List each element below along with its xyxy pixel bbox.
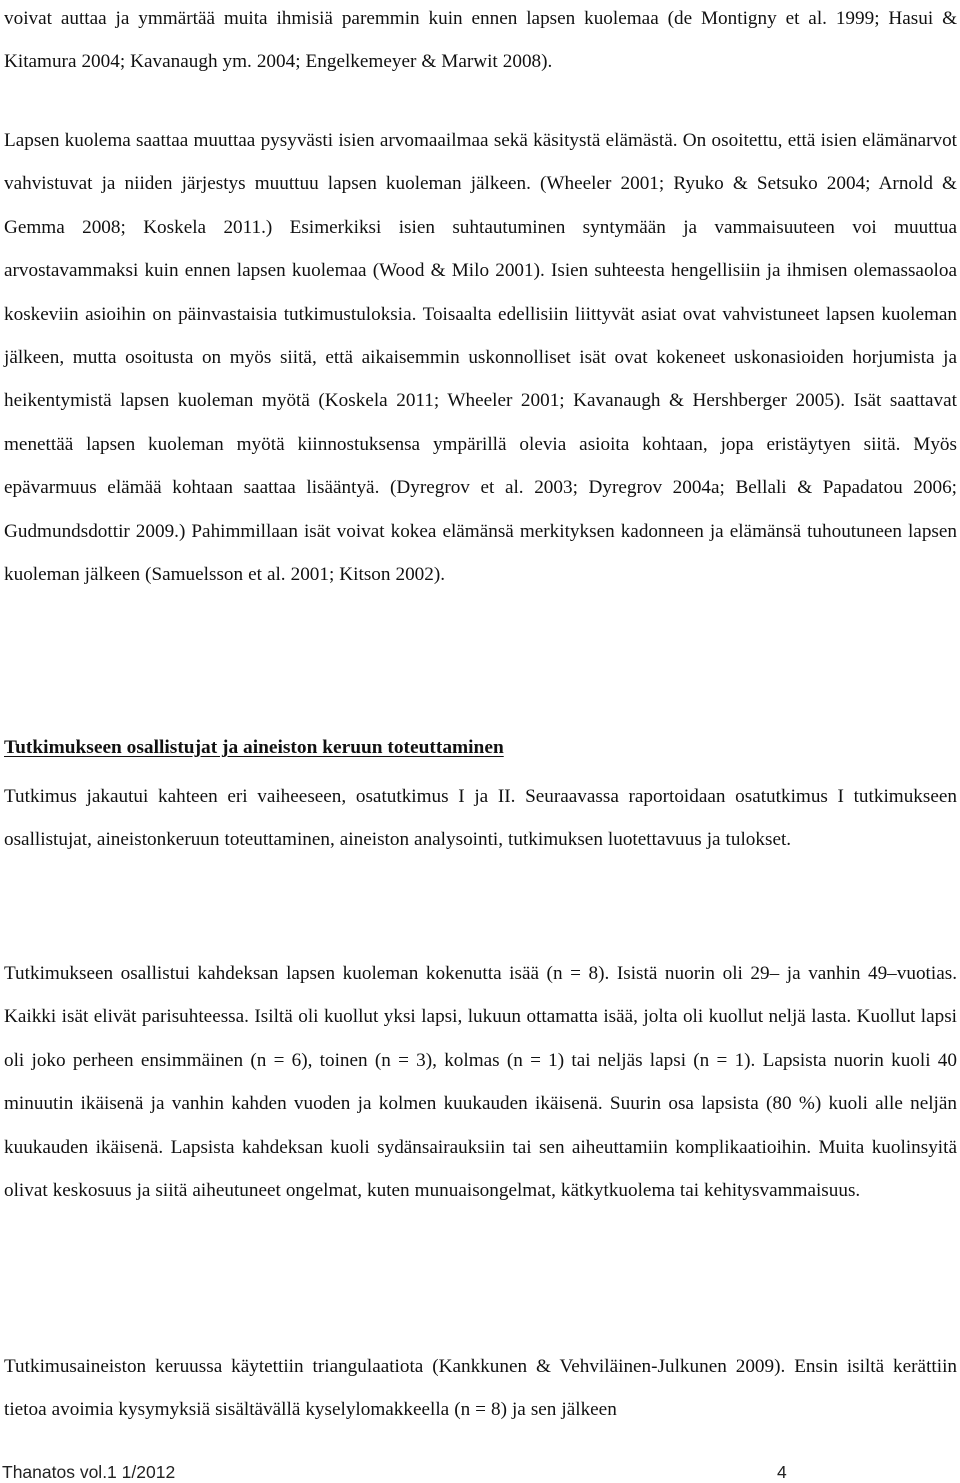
footer-journal-title: Thanatos vol.1 1/2012: [2, 1462, 176, 1482]
paragraph-study-phases: Tutkimus jakautui kahteen eri vaiheeseen, osatutkimus I ja II. Seuraavassa raportoidaan osatutkimus I tutkimukseen osallistujat, aineistonkeruun toteuttaminen, aineiston analysointi, tutkimuksen luotettavuus ja tulokset.: [4, 786, 957, 851]
section-heading: Tutkimukseen osallistujat ja aineiston keruun toteuttaminen: [4, 737, 504, 758]
paragraph-data-collection: Tutkimusaineiston keruussa käytettiin triangulaatiota (Kankkunen & Vehviläinen-Julkunen 2009). Ensin isiltä kerättiin tietoa avoimia kysymyksiä sisältävällä kyselylomakkeella (n = 8) ja sen jälkeen: [4, 1356, 957, 1421]
paragraph-participants: Tutkimukseen osallistui kahdeksan lapsen kuoleman kokenutta isää (n = 8). Isistä nuorin oli 29– ja vanhin 49–vuotias. Kaikki isät elivät parisuhteessa. Isiltä oli kuollut yksi lapsi, lukuun ottamatta isää, jolta oli kuollut neljä lasta. Kuollut lapsi oli joko perheen ensimmäinen (n = 6), toinen (n = 3), kolmas (n = 1) tai neljäs lapsi (n = 1). Lapsista nuorin kuoli 40 minuutin ikäisenä ja vanhin kahden vuoden ja kolmen kuukauden ikäisenä. Suurin osa lapsista (80 %) kuoli alle neljän kuukauden ikäisenä. Lapsista kahdeksan kuoli sydänsairauksiin tai sen aiheuttamiin komplikaatioihin. Muita kuolinsyitä olivat keskosuus ja siitä aiheutuneet ongelmat, kuten munuaisongelmat, kätkytkuolema tai kehitysvammaisuus.: [4, 963, 957, 1202]
paragraph-fathers-values: Lapsen kuolema saattaa muuttaa pysyvästi isien arvomaailmaa sekä käsitystä elämästä. On osoitettu, että isien elämänarvot vahvistuvat ja niiden järjestys muuttuu lapsen kuoleman jälkeen. (Wheeler 2001; Ryuko & Setsuko 2004; Arnold & Gemma 2008; Koskela 2011.) Esimerkiksi isien suhtautuminen syntymään ja vammaisuuteen voi muuttua arvostavammaksi kuin ennen lapsen kuolemaa (Wood & Milo 2001). Isien suhteesta hengellisiin ja ihmisen olemassaoloa koskeviin asioihin on päinvastaisia tutkimustuloksia. Toisaalta edellisiin liittyvät asiat ovat vahvistuneet lapsen kuoleman jälkeen, mutta osoitusta on myös siitä, että aikaisemmin uskonnolliset isät ovat kokeneet uskonasioiden horjumista ja heikentymistä lapsen kuoleman myötä (Koskela 2011; Wheeler 2001; Kavanaugh & Hershberger 2005). Isät saattavat menettää lapsen kuoleman myötä kiinnostuksensa ympärillä olevia asioita kohtaan, jopa eristäytyen siitä. Myös epävarmuus elämää kohtaan saattaa lisääntyä. (Dyregrov et al. 2003; Dyregrov 2004a; Bellali & Papadatou 2006; Gudmundsdottir 2009.) Pahimmillaan isät voivat kokea elämänsä merkityksen kadonneen ja elämänsä tuhoutuneen lapsen kuoleman jälkeen (Samuelsson et al. 2001; Kitson 2002).: [4, 130, 957, 586]
page-footer: [0, 1458, 960, 1482]
paragraph-continuation: voivat auttaa ja ymmärtää muita ihmisiä paremmin kuin ennen lapsen kuolemaa (de Montigny et al. 1999; Hasui & Kitamura 2004; Kavanaugh ym. 2004; Engelkemeyer & Marwit 2008).: [4, 8, 957, 73]
footer-page-number: 4: [777, 1462, 787, 1482]
